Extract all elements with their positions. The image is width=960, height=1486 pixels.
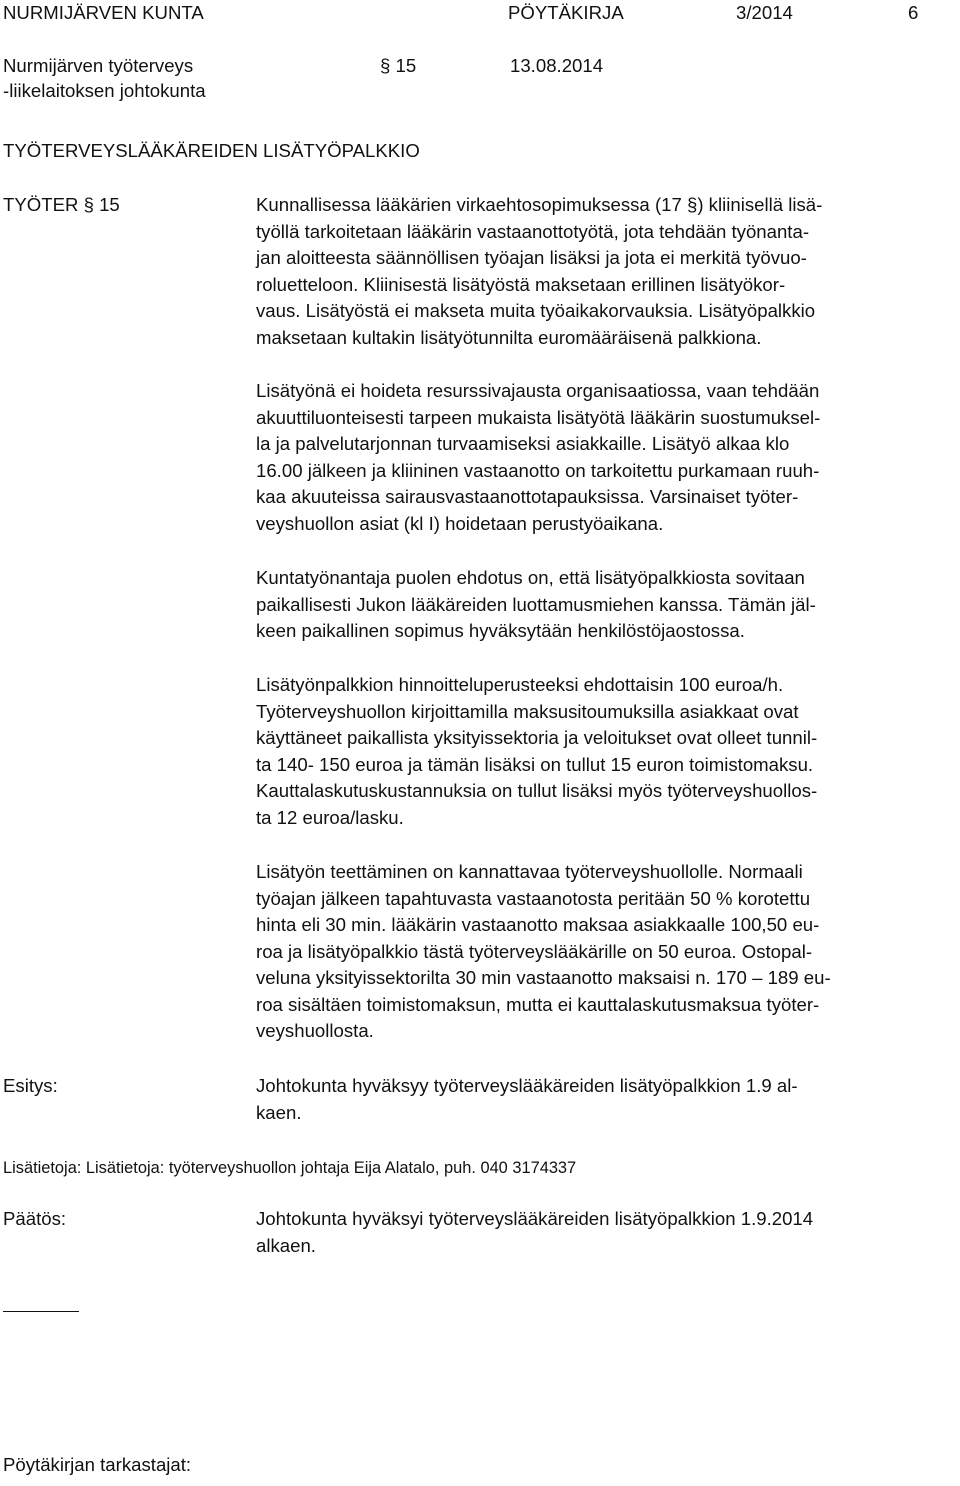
paragraph-line: roa sisältäen toimistomaksun, mutta ei kauttalaskutusmaksua työter-	[256, 993, 820, 1015]
paragraph-2	[256, 378, 956, 537]
paragraph-line: työllä tarkoitetaan lääkärin vastaanottotyötä, jota tehdään työnanta-	[256, 220, 810, 242]
paragraph-line: Lisätyön teettäminen on kannattavaa työterveyshuollolle. Normaali	[256, 861, 803, 882]
proposal-text	[256, 1073, 956, 1126]
decision-text	[256, 1206, 956, 1259]
paragraph-line: roa ja lisätyöpalkkio tästä työterveyslääkärille on 50 euroa. Ostopal-	[256, 940, 813, 962]
paragraph-line: Kunnallisessa lääkärien virkaehtosopimuksessa (17 §) kliinisellä lisä-	[256, 194, 823, 215]
paragraph-line: maksetaan kultakin lisätyötunnilta euromääräisenä palkkiona.	[256, 326, 762, 348]
reviewers-label: Pöytäkirjan tarkastajat:	[3, 1454, 192, 1475]
paragraph-line: paikallisesti Jukon lääkäreiden luottamusmiehen kanssa. Tämän jäl-	[256, 593, 816, 615]
paragraph-line: roluetteloon. Kliinisestä lisätyöstä maksetaan erillinen lisätyökor-	[256, 273, 786, 295]
document-number: 3/2014	[736, 2, 793, 23]
decision-line: Johtokunta hyväksyi työterveyslääkäreiden lisätyöpalkkion 1.9.2014	[256, 1208, 814, 1229]
board-name-line2: -liikelaitoksen johtokunta	[3, 80, 206, 101]
decision-label: Päätös:	[3, 1208, 67, 1229]
paragraph-line: ta 140- 150 euroa ja tämän lisäksi on tullut 15 euron toimistomaksu.	[256, 753, 814, 775]
paragraph-line: Lisätyönä ei hoideta resurssivajausta organisaatiossa, vaan tehdään	[256, 380, 820, 401]
paragraph-line: hinta eli 30 min. lääkärin vastaanotto maksaa asiakkaalle 100,50 eu-	[256, 914, 820, 935]
paragraph-line: Kuntatyönantaja puolen ehdotus on, että lisätyöpalkkiosta sovitaan	[256, 567, 805, 588]
signature-rule	[3, 1311, 79, 1312]
document-type: PÖYTÄKIRJA	[508, 2, 624, 23]
paragraph-line: kaa akuuteissa sairausvastaanottotapauksissa. Varsinaiset työter-	[256, 486, 799, 507]
municipality-name: NURMIJÄRVEN KUNTA	[3, 2, 204, 23]
paragraph-3	[256, 565, 956, 645]
page-number: 6	[908, 2, 919, 23]
paragraph-line: veyshuollosta.	[256, 1020, 374, 1041]
paragraph-line: käyttäneet paikallista yksityissektoria ja veloitukset ovat olleet tunnil-	[256, 727, 818, 748]
additional-info: Lisätietoja: Lisätietoja: työterveyshuollon johtaja Eija Alatalo, puh. 040 3174337	[3, 1159, 577, 1177]
paragraph-line: ta 12 euroa/lasku.	[256, 806, 404, 828]
paragraph-line: jan aloitteesta säännöllisen työajan lisäksi ja jota ei merkitä työvuo-	[256, 247, 807, 268]
paragraph-line: Kauttalaskutuskustannuksia on tullut lisäksi myös työterveyshuollos-	[256, 780, 818, 801]
proposal-line: kaen.	[256, 1101, 302, 1123]
paragraph-line: 16.00 jälkeen ja kliininen vastaanotto on tarkoitettu purkamaan ruuh-	[256, 459, 820, 481]
section-reference: TYÖTER § 15	[3, 194, 120, 215]
section-title: TYÖTERVEYSLÄÄKÄREIDEN LISÄTYÖPALKKIO	[3, 140, 420, 161]
paragraph-line: vaus. Lisätyöstä ei makseta muita työaikakorvauksia. Lisätyöpalkkio	[256, 300, 816, 321]
board-name-line1: Nurmijärven työterveys	[3, 55, 194, 76]
proposal-line: Johtokunta hyväksyy työterveyslääkäreiden lisätyöpalkkion 1.9 al-	[256, 1075, 798, 1096]
paragraph-line: la ja palvelutarjonnan turvaamiseksi asiakkaille. Lisätyö alkaa klo	[256, 433, 790, 454]
paragraph-line: veluna yksityissektorilta 30 min vastaanotto maksaisi n. 170 – 189 eu-	[256, 967, 831, 988]
proposal-label: Esitys:	[3, 1075, 58, 1096]
paragraph-line: Työterveyshuollon kirjoittamilla maksusitoumuksilla asiakkaat ovat	[256, 700, 799, 722]
meeting-date: 13.08.2014	[510, 55, 604, 76]
paragraph-line: työajan jälkeen tapahtuvasta vastaanotosta peritään 50 % korotettu	[256, 887, 811, 909]
decision-line: alkaen.	[256, 1234, 316, 1256]
section-number: § 15	[380, 55, 417, 76]
paragraph-line: keen paikallinen sopimus hyväksytään henkilöstöjaostossa.	[256, 620, 745, 641]
paragraph-line: Lisätyönpalkkion hinnoitteluperusteeksi ehdottaisin 100 euroa/h.	[256, 674, 784, 695]
paragraph-5	[256, 859, 956, 1045]
paragraph-line: akuuttiluonteisesti tarpeen mukaista lisätyötä lääkärin suostumuksel-	[256, 406, 821, 428]
paragraph-4	[256, 672, 956, 831]
paragraph-1	[256, 192, 956, 351]
paragraph-line: veyshuollon asiat (kl I) hoidetaan perustyöaikana.	[256, 512, 664, 534]
